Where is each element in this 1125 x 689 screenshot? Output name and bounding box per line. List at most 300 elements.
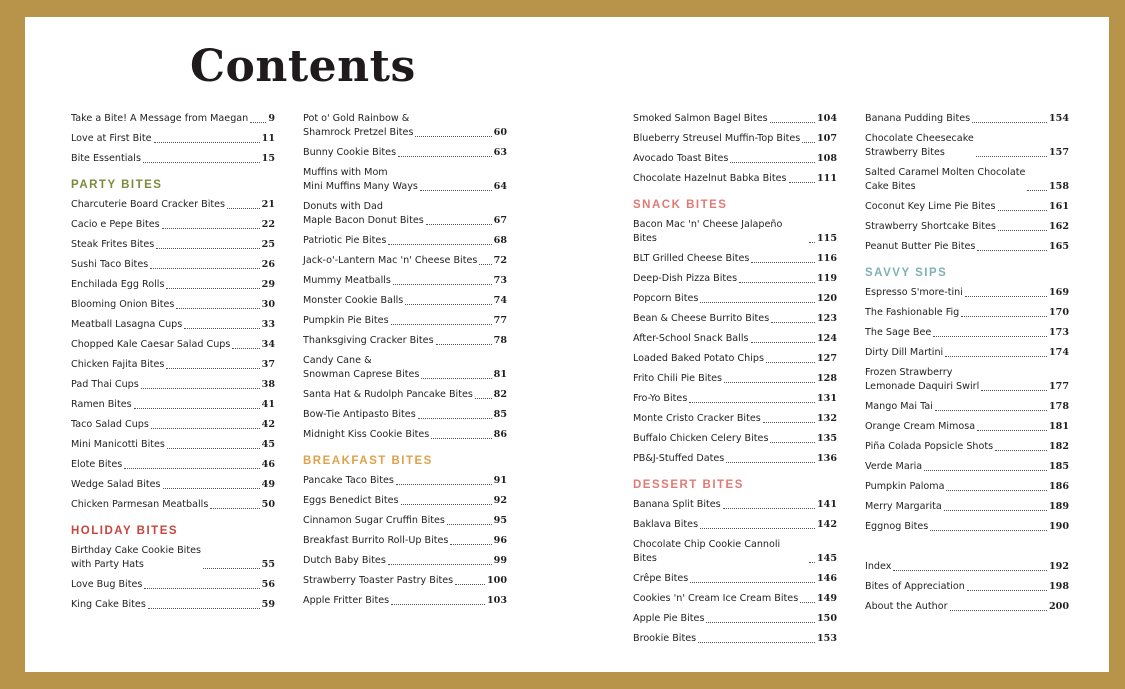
entry-title: Muffins with Mom Mini Muffins Many Ways	[303, 167, 418, 192]
entry-title: Pumpkin Paloma	[865, 481, 945, 492]
entry-title: Taco Salad Cups	[71, 419, 149, 430]
entry-title: Index	[865, 561, 892, 572]
entry-title: Monte Cristo Cracker Bites	[633, 413, 761, 424]
toc-entry[interactable]	[71, 418, 275, 432]
toc-entry[interactable]	[303, 554, 507, 568]
page-number: 56	[261, 579, 275, 590]
toc-entry[interactable]	[865, 420, 1069, 434]
page-number: 161	[1048, 201, 1069, 212]
entry-title: Cookies 'n' Cream Ice Cream Bites	[633, 593, 799, 604]
page-number: 95	[493, 515, 507, 526]
page-number: 85	[493, 409, 507, 420]
toc-entry[interactable]	[71, 358, 275, 372]
dot-leader	[802, 142, 815, 143]
toc-entry[interactable]	[303, 200, 507, 228]
page-number: 149	[816, 593, 837, 604]
toc-entry[interactable]	[303, 274, 507, 288]
dot-leader	[232, 348, 259, 349]
toc-entry[interactable]	[865, 306, 1069, 320]
page-number: 26	[261, 259, 275, 270]
entry-title: Cacio e Pepe Bites	[71, 219, 160, 230]
entry-title: Jack-o'-Lantern Mac 'n' Cheese Bites	[303, 255, 478, 266]
page-number: 135	[816, 433, 837, 444]
dot-leader	[431, 438, 491, 439]
page-number: 108	[816, 153, 837, 164]
dot-leader	[151, 428, 260, 429]
entry-title: Banana Pudding Bites	[865, 113, 971, 124]
toc-entry[interactable]	[71, 218, 275, 232]
dot-leader	[415, 136, 491, 137]
page-number: 30	[261, 299, 275, 310]
dot-leader	[388, 564, 492, 565]
page-number: 132	[816, 413, 837, 424]
entry-title: Strawberry Toaster Pastry Bites	[303, 575, 454, 586]
page-number: 55	[261, 559, 275, 570]
page-number: 157	[1048, 147, 1069, 158]
page-number: 162	[1048, 221, 1069, 232]
page-number: 128	[816, 373, 837, 384]
toc-entry[interactable]	[633, 352, 837, 366]
page-number: 50	[261, 499, 275, 510]
dot-leader	[405, 304, 491, 305]
page-number: 29	[261, 279, 275, 290]
page-number: 115	[816, 233, 837, 244]
toc-entry[interactable]	[71, 498, 275, 512]
toc-entry[interactable]	[633, 218, 837, 246]
page-number: 33	[261, 319, 275, 330]
toc-entry[interactable]	[303, 574, 507, 588]
toc-entry[interactable]	[633, 452, 837, 466]
entry-title: Bunny Cookie Bites	[303, 147, 397, 158]
dot-leader	[770, 442, 815, 443]
page-number: 177	[1048, 381, 1069, 392]
dot-leader	[388, 244, 491, 245]
dot-leader	[977, 250, 1047, 251]
toc-entry[interactable]	[71, 458, 275, 472]
entry-title: Blooming Onion Bites	[71, 299, 175, 310]
page-number: 146	[816, 573, 837, 584]
toc-entry[interactable]	[633, 432, 837, 446]
page-number: 150	[816, 613, 837, 624]
entry-title: Bite Essentials	[71, 153, 141, 164]
page-number: 67	[493, 215, 507, 226]
toc-entry[interactable]	[865, 460, 1069, 474]
dot-leader	[1027, 190, 1047, 191]
toc-entry[interactable]	[303, 474, 507, 488]
entry-title: Bacon Mac 'n' Cheese Jalapeño Bites	[633, 219, 783, 244]
dot-leader	[981, 390, 1047, 391]
page-number: 96	[493, 535, 507, 546]
toc-entry[interactable]	[303, 594, 507, 608]
section-heading-party: PARTY BITES	[71, 179, 163, 191]
toc-entry[interactable]	[633, 632, 837, 646]
entry-title: Dirty Dill Martini	[865, 347, 944, 358]
page-number: 141	[816, 499, 837, 510]
entry-title: Popcorn Bites	[633, 293, 699, 304]
dot-leader	[154, 142, 260, 143]
dot-leader	[398, 156, 492, 157]
toc-entry[interactable]	[71, 298, 275, 312]
toc-entry[interactable]	[71, 198, 275, 212]
page-number: 46	[261, 459, 275, 470]
toc-entry[interactable]	[633, 312, 837, 326]
page-number: 119	[816, 273, 837, 284]
dot-leader	[723, 508, 815, 509]
entry-title: Peanut Butter Pie Bites	[865, 241, 976, 252]
toc-entry[interactable]	[865, 166, 1069, 194]
dot-leader	[176, 308, 259, 309]
page-number: 100	[486, 575, 507, 586]
toc-entry[interactable]	[303, 254, 507, 268]
toc-entry[interactable]	[633, 592, 837, 606]
dot-leader	[156, 248, 259, 249]
page-number: 59	[261, 599, 275, 610]
toc-entry[interactable]	[71, 258, 275, 272]
dot-leader	[751, 262, 815, 263]
toc-entry[interactable]	[303, 112, 507, 140]
entry-title: Avocado Toast Bites	[633, 153, 729, 164]
entry-title: Wedge Salad Bites	[71, 479, 161, 490]
dot-leader	[690, 582, 815, 583]
toc-entry[interactable]	[71, 132, 275, 146]
dot-leader	[166, 368, 259, 369]
toc-entry[interactable]	[71, 278, 275, 292]
entry-title: Apple Pie Bites	[633, 613, 705, 624]
toc-entry[interactable]	[865, 286, 1069, 300]
page-number: 165	[1048, 241, 1069, 252]
entry-title: Eggnog Bites	[865, 521, 929, 532]
entry-title: Orange Cream Mimosa	[865, 421, 976, 432]
toc-entry[interactable]	[71, 578, 275, 592]
page-number: 21	[261, 199, 275, 210]
page-number: 186	[1048, 481, 1069, 492]
toc-entry[interactable]	[303, 408, 507, 422]
toc-entry[interactable]	[71, 318, 275, 332]
entry-title: Sushi Taco Bites	[71, 259, 149, 270]
dot-leader	[809, 242, 815, 243]
toc-entry[interactable]	[865, 520, 1069, 534]
toc-entry[interactable]	[633, 498, 837, 512]
dot-leader	[724, 382, 815, 383]
dot-leader	[447, 524, 492, 525]
toc-entry[interactable]	[865, 440, 1069, 454]
toc-entry[interactable]	[633, 292, 837, 306]
dot-leader	[420, 190, 492, 191]
entry-title: Love Bug Bites	[71, 579, 143, 590]
toc-group	[865, 286, 1069, 534]
toc-entry[interactable]	[303, 146, 507, 160]
dot-leader	[998, 210, 1047, 211]
dot-leader	[203, 568, 260, 569]
page-number: 120	[816, 293, 837, 304]
toc-entry[interactable]	[865, 580, 1069, 594]
page-number: 189	[1048, 501, 1069, 512]
dot-leader	[455, 584, 485, 585]
entry-title: Chicken Fajita Bites	[71, 359, 165, 370]
dot-leader	[167, 448, 260, 449]
toc-entry[interactable]	[633, 518, 837, 532]
entry-title: Frozen Strawberry Lemonade Daquiri Swirl	[865, 367, 980, 392]
page-number: 25	[261, 239, 275, 250]
toc-entry[interactable]	[303, 388, 507, 402]
dot-leader	[166, 288, 259, 289]
toc-entry[interactable]	[303, 294, 507, 308]
entry-title: Pot o' Gold Rainbow & Shamrock Pretzel Bites	[303, 113, 414, 138]
toc-entry[interactable]	[865, 326, 1069, 340]
toc-entry[interactable]	[633, 392, 837, 406]
entry-title: Chopped Kale Caesar Salad Cups	[71, 339, 231, 350]
entry-title: Monster Cookie Balls	[303, 295, 404, 306]
toc-entry[interactable]	[71, 338, 275, 352]
toc-entry[interactable]	[71, 112, 275, 126]
page-number: 170	[1048, 307, 1069, 318]
contents-page	[25, 17, 1109, 672]
entry-title: Donuts with Dad Maple Bacon Donut Bites	[303, 201, 424, 226]
toc-entry[interactable]	[865, 240, 1069, 254]
entry-title: Bean & Cheese Burrito Bites	[633, 313, 770, 324]
dot-leader	[227, 208, 260, 209]
dot-leader	[935, 410, 1047, 411]
toc-entry[interactable]	[633, 612, 837, 626]
entry-title: Espresso S'more-tini	[865, 287, 963, 298]
entry-title: Meatball Lasagna Cups	[71, 319, 183, 330]
entry-title: Salted Caramel Molten Chocolate Cake Bites	[865, 167, 1026, 192]
dot-leader	[150, 268, 259, 269]
toc-entry[interactable]	[865, 400, 1069, 414]
entry-title: Take a Bite! A Message from Maegan	[71, 113, 249, 124]
entry-title: Elote Bites	[71, 459, 123, 470]
dot-leader	[134, 408, 260, 409]
toc-entry[interactable]	[633, 152, 837, 166]
dot-leader	[689, 402, 815, 403]
section-heading-holiday: HOLIDAY BITES	[71, 525, 179, 537]
toc-entry[interactable]	[71, 438, 275, 452]
page-number: 63	[493, 147, 507, 158]
dot-leader	[771, 322, 815, 323]
dot-leader	[770, 122, 815, 123]
toc-group	[71, 198, 275, 512]
toc-column-2	[303, 112, 507, 614]
entry-title: Apple Fritter Bites	[303, 595, 390, 606]
page-number: 49	[261, 479, 275, 490]
dot-leader	[479, 264, 491, 265]
entry-title: Chocolate Cheesecake Strawberry Bites	[865, 133, 974, 158]
entry-title: Brookie Bites	[633, 633, 697, 644]
page-number: 104	[816, 113, 837, 124]
toc-entry[interactable]	[71, 398, 275, 412]
entry-title: Deep-Dish Pizza Bites	[633, 273, 738, 284]
toc-entry[interactable]	[303, 428, 507, 442]
dot-leader	[950, 610, 1047, 611]
entry-title: Ramen Bites	[71, 399, 132, 410]
dot-leader	[930, 530, 1047, 531]
toc-entry[interactable]	[71, 598, 275, 612]
dot-leader	[726, 462, 815, 463]
dot-leader	[475, 398, 492, 399]
toc-entry[interactable]	[865, 600, 1069, 614]
toc-entry[interactable]	[633, 332, 837, 346]
toc-group	[865, 112, 1069, 254]
entry-title: Chicken Parmesan Meatballs	[71, 499, 209, 510]
toc-entry[interactable]	[303, 334, 507, 348]
toc-entry[interactable]	[865, 500, 1069, 514]
dot-leader	[143, 162, 260, 163]
section-heading-dessert: DESSERT BITES	[633, 479, 744, 491]
toc-group	[633, 498, 837, 646]
page-number: 82	[493, 389, 507, 400]
page-number: 200	[1048, 601, 1069, 612]
page-number: 178	[1048, 401, 1069, 412]
entry-title: Frito Chili Pie Bites	[633, 373, 723, 384]
toc-entry[interactable]	[633, 132, 837, 146]
page-number: 192	[1048, 561, 1069, 572]
page-number: 158	[1048, 181, 1069, 192]
entry-title: Buffalo Chicken Celery Bites	[633, 433, 769, 444]
entry-title: Charcuterie Board Cracker Bites	[71, 199, 226, 210]
page-number: 198	[1048, 581, 1069, 592]
toc-group	[71, 112, 275, 166]
section-heading-savvy: SAVVY SIPS	[865, 267, 948, 279]
page-number: 74	[493, 295, 507, 306]
toc-entry[interactable]	[633, 272, 837, 286]
toc-entry[interactable]	[865, 346, 1069, 360]
page-title: Contents	[190, 41, 416, 92]
dot-leader	[396, 484, 492, 485]
entry-title: Smoked Salmon Bagel Bites	[633, 113, 768, 124]
entry-title: Baklava Bites	[633, 519, 699, 530]
toc-entry[interactable]	[71, 152, 275, 166]
page-number: 99	[493, 555, 507, 566]
entry-title: Dutch Baby Bites	[303, 555, 386, 566]
entry-title: About the Author	[865, 601, 948, 612]
dot-leader	[809, 562, 815, 563]
entry-title: Enchilada Egg Rolls	[71, 279, 165, 290]
toc-group	[865, 560, 1069, 614]
page-number: 11	[261, 133, 275, 144]
toc-entry[interactable]	[633, 252, 837, 266]
dot-leader	[945, 356, 1047, 357]
entry-title: Chocolate Hazelnut Babka Bites	[633, 173, 787, 184]
page-number: 37	[261, 359, 275, 370]
page-number: 190	[1048, 521, 1069, 532]
entry-title: Fro-Yo Bites	[633, 393, 688, 404]
toc-entry[interactable]	[865, 220, 1069, 234]
toc-entry[interactable]	[865, 480, 1069, 494]
page-number: 182	[1048, 441, 1069, 452]
page-number: 123	[816, 313, 837, 324]
toc-entry[interactable]	[633, 572, 837, 586]
toc-entry[interactable]	[71, 378, 275, 392]
toc-entry[interactable]	[865, 132, 1069, 160]
dot-leader	[418, 418, 492, 419]
dot-leader	[436, 344, 492, 345]
dot-leader	[210, 508, 259, 509]
page-number: 181	[1048, 421, 1069, 432]
toc-entry[interactable]	[633, 112, 837, 126]
toc-entry[interactable]	[633, 538, 837, 566]
entry-title: The Fashionable Fig	[865, 307, 960, 318]
dot-leader	[162, 228, 260, 229]
dot-leader	[700, 528, 815, 529]
entry-title: Birthday Cake Cookie Bites with Party Hats	[71, 545, 201, 570]
dot-leader	[946, 490, 1046, 491]
toc-entry[interactable]	[865, 200, 1069, 214]
toc-entry[interactable]	[71, 544, 275, 572]
toc-entry[interactable]	[71, 478, 275, 492]
page-number: 127	[816, 353, 837, 364]
toc-group	[633, 218, 837, 466]
entry-title: Blueberry Streusel Muffin-Top Bites	[633, 133, 801, 144]
toc-group	[303, 474, 507, 608]
page-number: 64	[493, 181, 507, 192]
page-number: 91	[493, 475, 507, 486]
entry-title: Mummy Meatballs	[303, 275, 391, 286]
toc-entry[interactable]	[303, 494, 507, 508]
dot-leader	[893, 570, 1047, 571]
dot-leader	[998, 230, 1047, 231]
toc-entry[interactable]	[633, 412, 837, 426]
toc-entry[interactable]	[303, 314, 507, 328]
entry-title: BLT Grilled Cheese Bites	[633, 253, 750, 264]
toc-entry[interactable]	[71, 238, 275, 252]
dot-leader	[730, 162, 815, 163]
dot-leader	[977, 430, 1047, 431]
toc-entry[interactable]	[865, 366, 1069, 394]
dot-leader	[739, 282, 815, 283]
entry-title: Mini Manicotti Bites	[71, 439, 165, 450]
toc-entry[interactable]	[303, 234, 507, 248]
toc-entry[interactable]	[865, 560, 1069, 574]
entry-title: Mango Mai Tai	[865, 401, 933, 412]
toc-entry[interactable]	[633, 172, 837, 186]
toc-column-4	[865, 112, 1069, 620]
entry-title: Banana Split Bites	[633, 499, 721, 510]
dot-leader	[421, 378, 491, 379]
page-number: 22	[261, 219, 275, 230]
entry-title: Midnight Kiss Cookie Bites	[303, 429, 430, 440]
dot-leader	[972, 122, 1047, 123]
dot-leader	[124, 468, 259, 469]
dot-leader	[391, 604, 485, 605]
dot-leader	[700, 302, 815, 303]
page-number: 116	[816, 253, 837, 264]
page-number: 73	[493, 275, 507, 286]
page-number: 77	[493, 315, 507, 326]
toc-entry[interactable]	[865, 112, 1069, 126]
spacer	[865, 540, 1069, 560]
page-number: 154	[1048, 113, 1069, 124]
entry-title: Pancake Taco Bites	[303, 475, 394, 486]
entry-title: Cinnamon Sugar Cruffin Bites	[303, 515, 445, 526]
toc-entry[interactable]	[303, 534, 507, 548]
page-number: 103	[486, 595, 507, 606]
dot-leader	[967, 590, 1047, 591]
dot-leader	[401, 504, 492, 505]
toc-entry[interactable]	[303, 514, 507, 528]
dot-leader	[698, 642, 815, 643]
dot-leader	[393, 284, 492, 285]
entry-title: King Cake Bites	[71, 599, 146, 610]
toc-entry[interactable]	[633, 372, 837, 386]
entry-title: Eggs Benedict Bites	[303, 495, 399, 506]
toc-group	[71, 544, 275, 612]
toc-entry[interactable]	[303, 166, 507, 194]
toc-group	[303, 112, 507, 442]
page-number: 92	[493, 495, 507, 506]
toc-entry[interactable]	[303, 354, 507, 382]
dot-leader	[163, 488, 260, 489]
entry-title: Steak Frites Bites	[71, 239, 155, 250]
